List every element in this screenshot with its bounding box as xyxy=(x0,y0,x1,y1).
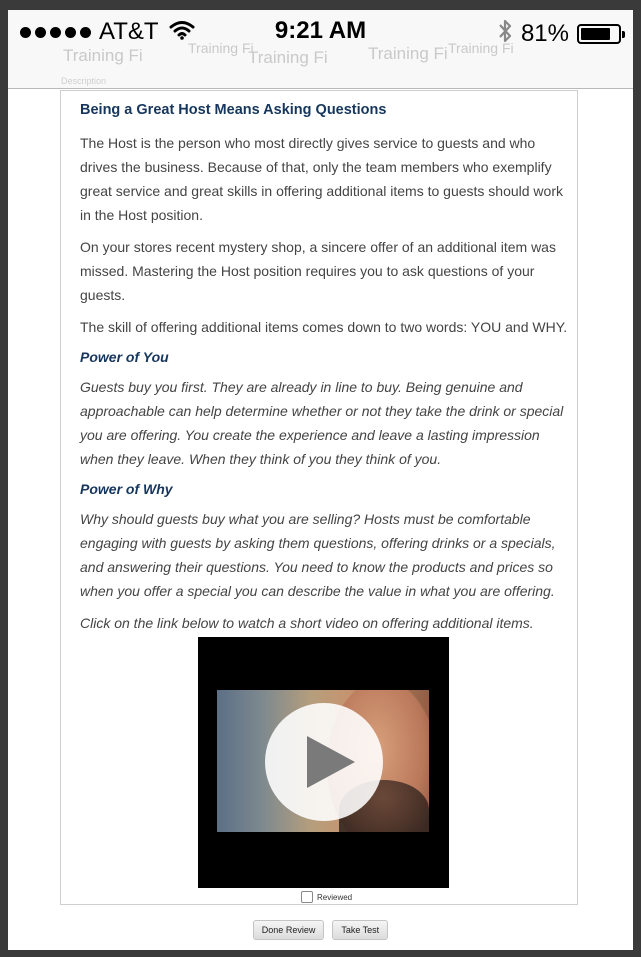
background-tab: Training Fi xyxy=(188,40,254,56)
battery-icon xyxy=(577,24,621,44)
video-instruction: Click on the link below to watch a short video on offering additional items. xyxy=(80,615,534,631)
carrier-label: AT&T xyxy=(99,18,159,45)
reviewed-control[interactable] xyxy=(301,891,352,903)
background-label: Description xyxy=(61,76,107,86)
done-review-button[interactable]: Done Review xyxy=(253,920,325,940)
clock: 9:21 AM xyxy=(274,17,367,44)
play-icon xyxy=(307,736,355,788)
background-tab: Training Fi xyxy=(63,46,143,65)
action-bar xyxy=(8,920,633,940)
battery-percent: 81% xyxy=(520,19,569,47)
section-heading-why: Power of Why xyxy=(80,481,173,497)
paragraph: On your stores recent mystery shop, a sincere offer of an additional item was missed. Mastering the Host position requires you to ask questions of your guests. xyxy=(80,239,556,303)
paragraph: The Host is the person who most directly gives service to guests and who drives the business. Because of that, only the team members who exemplify great service and great skills in offering additional items to guests should work in the Host position. xyxy=(80,135,563,223)
lesson-article xyxy=(80,101,568,643)
reviewed-label: Reviewed xyxy=(317,892,353,902)
bluetooth-icon xyxy=(497,18,513,49)
paragraph: The skill of offering additional items comes down to two words: YOU and WHY. xyxy=(80,319,568,335)
reviewed-checkbox[interactable] xyxy=(301,891,313,903)
status-bar xyxy=(8,10,633,89)
video-player[interactable] xyxy=(198,637,449,888)
screen xyxy=(8,10,633,950)
background-tab: Training Fi xyxy=(448,40,514,56)
section-heading-you: Power of You xyxy=(80,349,169,365)
paragraph: Guests buy you first. They are already in line to buy. Being genuine and approachable can help determine whether or not they take the drink or special you are offering. You create the experience and leave a lasting impression when they leave. When they think of you they think of you. xyxy=(80,379,564,467)
background-tab: Training Fi xyxy=(368,44,448,63)
background-tab: Training Fi xyxy=(248,48,328,67)
play-button[interactable] xyxy=(265,703,383,821)
lesson-heading: Being a Great Host Means Asking Questions xyxy=(80,102,387,118)
lesson-card xyxy=(60,90,578,905)
paragraph: Why should guests buy what you are selling? Hosts must be comfortable engaging with guests by asking them questions, offering drinks or a specials, and answering their questions. You need to know the products and prices so when you offer a special you can describe the value in what you are offering. xyxy=(80,511,556,599)
take-test-button[interactable]: Take Test xyxy=(332,920,388,940)
